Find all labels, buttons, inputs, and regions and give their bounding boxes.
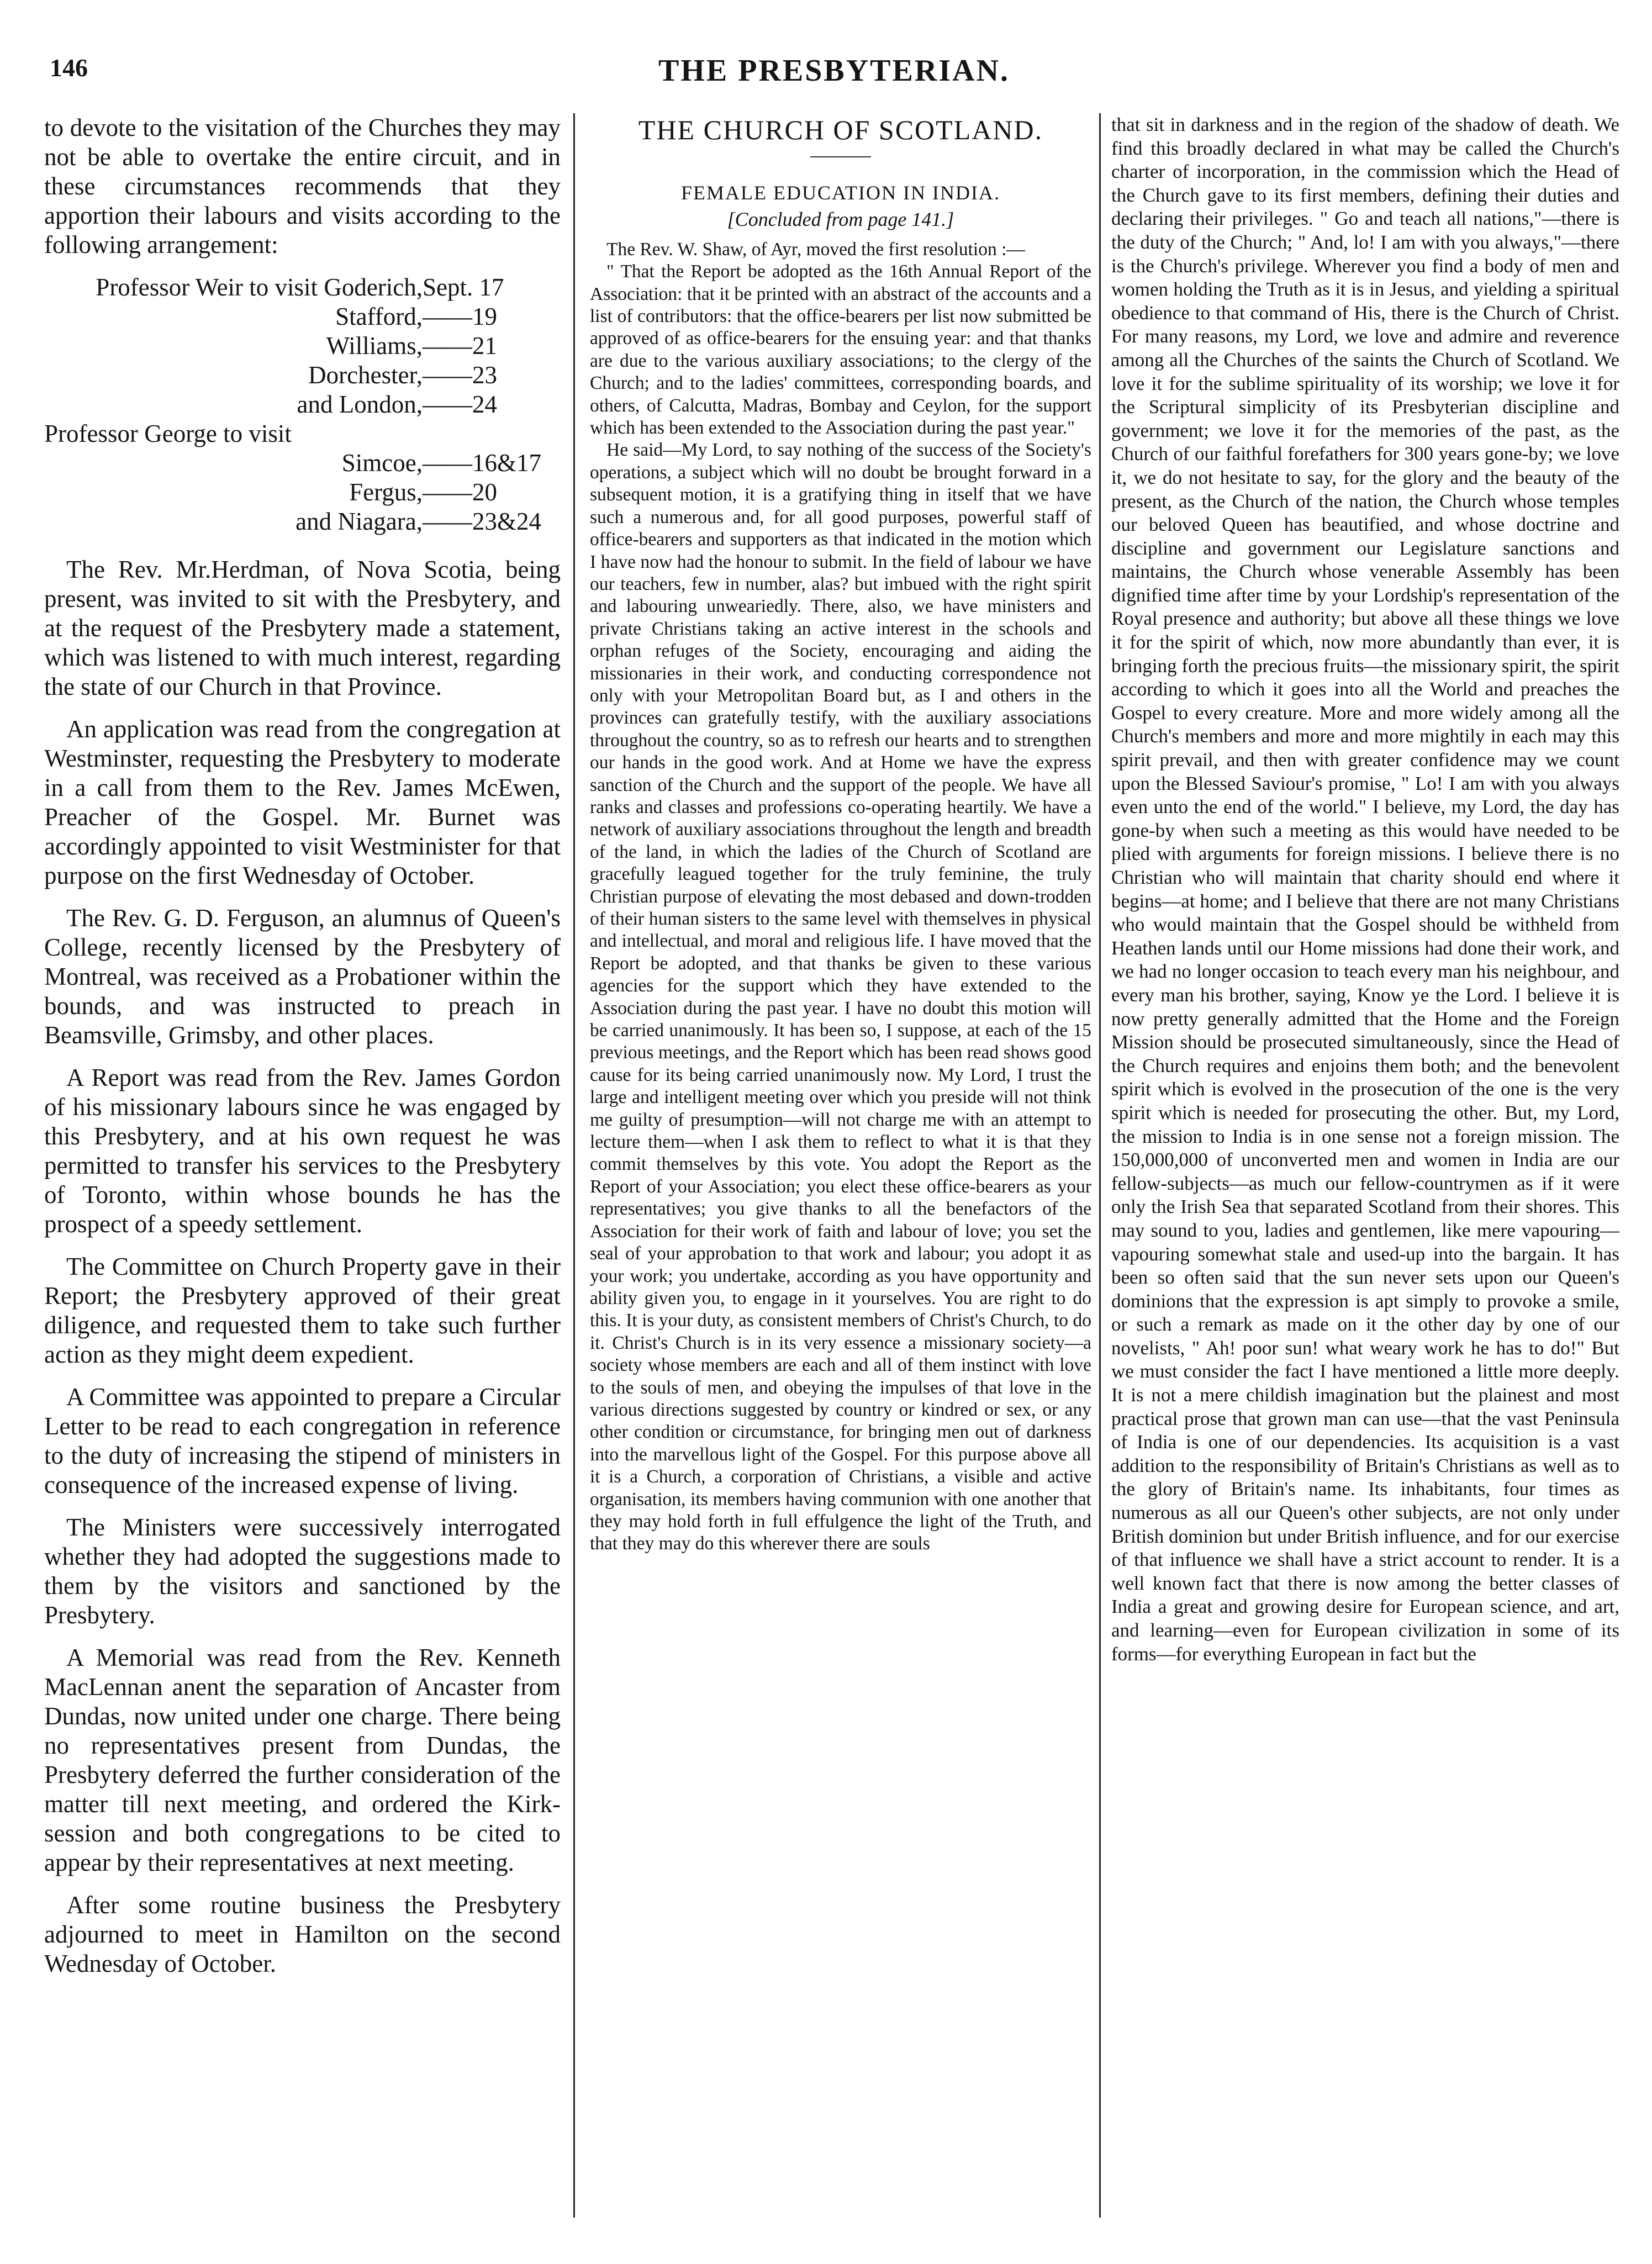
page-number: 146 xyxy=(50,54,88,82)
visit-place: Professor George to visit xyxy=(44,420,292,447)
visit-place: Stafford, xyxy=(335,303,423,330)
visit-date: ——23&24 xyxy=(423,508,542,535)
visit-row xyxy=(44,302,561,331)
left-column xyxy=(44,113,561,2236)
visit-place: Fergus, xyxy=(349,478,423,506)
article-paragraph: that sit in darkness and in the region of the shadow of death. We find this broadly declared in what may be called the Church's charter of incorporation, in the commission which the Head of the Church gave to its first members, defining their duties and declaring their privileges. " Go and teach all nations,"—there is the duty of the Church; " And, lo! I am with you always,"—there is the Church's privilege. Wherever you find a body of men and women holding the Truth as it is in Jesus, and yielding a spiritual obedience to that command of His, there is the Church of Christ. For many reasons, my Lord, we love and admire and reverence among all the Churches of the saints the Church of Scotland. We love it for the sublime spirituality of its worship; we love it for the Scriptural simplicity of its Presbyterian discipline and government; we love it for the memories of the past, as the Church of our faithful forefathers for 300 years gone-by; we love it, we do not hesitate to say, for the glory and the beauty of the present, as the Church of the nation, the Church whose temples our beloved Queen has beautified, and whose doctrine and discipline and government our Legislature sanctions and maintains, the Church whose venerable Assembly has been dignified time after time by your Lordship's representation of the Royal presence and authority; but above all these things we love it for the spirit of which, now more abundantly than ever, it is bringing forth the precious fruits—the missionary spirit, the spirit according to which it goes into all the World and preaches the Gospel to every creature. More and more widely among all the Church's members and more and more mightily in each may this spirit prevail, and then with greater confidence may we count upon the Blessed Saviour's promise, " Lo! I am with you always even unto the end of the world." I believe, my Lord, the day has gone-by when such a meeting as this would have needed to be plied with arguments for foreign missions. I believe there is no Christian who will maintain that charity should end where it begins—at home; and I believe that there are not many Christians who would maintain that the Gospel should be withheld from Heathen lands until our Home missions had done their work, and we had no longer occasion to teach every man his neighbour, and every man his brother, saying, Know ye the Lord. I believe it is now pretty generally admitted that the Home and the Foreign Mission should be prosecuted simultaneously, since the Head of the Church requires and enjoins them both; and the benevolent spirit which is evolved in the prosecution of the one is the very spirit which is needed for prosecuting the other. But, my Lord, the mission to India is in one sense not a foreign mission. The 150,000,000 of unconverted men and women in India are our fellow-subjects—as much our fellow-countrymen as if it were only the Irish Sea that separated Scotland from their shores. This may sound to you, ladies and gentlemen, like mere vapouring—vapouring somewhat stale and used-up into the bargain. It has been so often said that the sun never sets upon our Queen's dominions that the expression is apt simply to provoke a smile, or such a remark as made on it the other day by one of our novelists, " Ah! poor sun! what weary work he has to do!" But we must consider the fact I have mentioned a little more deeply. It is not a mere childish imagination but the plainest and most practical prose that grown man can use—that the vast Peninsula of India is one of our dependencies. Its acquisition is a vast addition to the responsibility of Britain's Christians as well as to the glory of Britain's name. Its inhabitants, four times as numerous as all our Queen's other subjects, are not only under British dominion but under British influence, and for our exercise of that influence we shall have a strict account to render. It is a well known fact that there is now among the better classes of India a great and growing desire for European science, and art, and learning—even for European civilization in some of its forms—for everything European in fact but the xyxy=(1111,114,1619,1665)
section-title-rule xyxy=(810,156,871,157)
column-divider xyxy=(1099,113,1101,2218)
right-column xyxy=(1111,113,1619,2236)
left-column-paragraphs xyxy=(44,555,561,1978)
visit-place: and London, xyxy=(297,390,423,418)
visit-date: ——21 xyxy=(423,332,497,360)
article-paragraph: The Rev. W. Shaw, of Ayr, moved the first resolution :— xyxy=(606,239,1025,260)
visit-row xyxy=(44,419,561,448)
article-paragraph: " That the Report be adopted as the 16th Annual Report of the Association: that it be printed with an abstract of the accounts and a list of contributors: that the office-bearers per list now submitted be approved of as office-bearers for the ensuing year: and that thanks are due to the various auxiliary associations; to the clergy of the Church; and to the ladies' committees, corresponding boards, and others, of Calcutta, Madras, Bombay and Ceylon, for the support which has been extended to the Association during the past year." xyxy=(590,261,1091,439)
right-column-paragraphs xyxy=(1111,113,1619,1666)
visit-date: ——23 xyxy=(423,361,497,389)
presbytery-paragraph: The Rev. Mr.Herdman, of Nova Scotia, being present, was invited to sit with the Presbytery, and at the request of the Presbytery made a statement, which was listened to with much interest, regarding the state of our Church in that Province. xyxy=(44,556,561,700)
visit-row xyxy=(44,448,561,478)
presbytery-paragraph: The Committee on Church Property gave in their Report; the Presbytery approved of their great diligence, and requested them to take such further action as they might deem expedient. xyxy=(44,1253,561,1368)
visit-row xyxy=(44,478,561,507)
visit-date: ——19 xyxy=(423,303,497,330)
section-title: THE CHURCH OF SCOTLAND. xyxy=(638,114,1043,145)
visit-place: Williams, xyxy=(326,332,423,360)
page-header xyxy=(44,53,1624,97)
visit-row xyxy=(44,361,561,390)
visit-date: ——16&17 xyxy=(423,449,542,477)
presbytery-paragraph: An application was read from the congregation at Westminster, requesting the Presbytery to moderate in a call from them to the Rev. James McEwen, Preacher of the Gospel. Mr. Burnet was accordingly appointed to visit Westminister for that purpose on the first Wednesday of October. xyxy=(44,715,561,889)
article-paragraph: He said—My Lord, to say nothing of the success of the Society's operations, a subject which will no doubt be brought forward in a subsequent motion, it is a gratifying thing in itself that we have such a numerous and, for all good purposes, powerful staff of office-bearers and supporters as that indicated in the motion which I have now had the honour to submit. In the field of labour we have our teachers, few in number, alas? but imbued with the right spirit and labouring unweariedly. There, also, we have ministers and private Christians taking an active interest in the schools and orphan refuges of the Society, encouraging and aiding the missionaries in their work, and conducting correspondence not only with your Metropolitan Board but, as I and others in the provinces can gratefully testify, with the auxiliary associations throughout the country, so as to refresh our hearts and to strengthen our hands in the good work. And at Home we have the express sanction of the Church and the support of the people. We have all ranks and classes and professions co-operating heartily. We have a network of auxiliary associations throughout the length and breadth of the land, in which the ladies of the Church of Scotland are gracefully leagued together for the truly feminine, the truly Christian purpose of elevating the most debased and down-trodden of their human sisters to the same level with themselves in physical and intellectual, and moral and religious life. I have moved that the Report be adopted, and that thanks be given to these various agencies for the support which they have extended to the Association during the past year. I have no doubt this motion will be carried unanimously. It has been so, I suppose, at each of the 15 previous meetings, and the Report which has been read shows good cause for its being carried unanimously now. My Lord, I trust the large and intelligent meeting over which you preside will not think me guilty of presumption—will not charge me with an attempt to lecture them—when I ask them to reflect to what it is that they commit themselves by this vote. You adopt the Report as the Report of your Association; you elect these office-bearers as your representatives; you give thanks to all the benefactors of the Association for their work of faith and labour of love; you set the seal of your approbation to that work and labour; you adopt it as your work; you undertake, according as you have opportunity and ability given you, to engage in it yourselves. You are right to do this. It is your duty, as consistent members of Christ's Church, to do it. Christ's Church is in its very essence a missionary society—a society whose members are each and all of them instinct with love to the souls of men, and obeying the impulses of that love in the various directions suggested by country or kindred or sex, or any other condition or circumstance, for bringing men out of darkness into the marvellous light of the Gospel. For this purpose above all it is a Church, a corporation of Christians, a visible and active organisation, its members having communion with one another that they may hold forth in full effulgence the light of the Truth, and that they may do this wherever there are souls xyxy=(590,440,1091,1554)
presbytery-paragraph: A Memorial was read from the Rev. Kenneth MacLennan anent the separation of Ancaster from Dundas, now united under one charge. There being no representatives present from Dundas, the Presbytery deferred the further consideration of the matter till next meeting, and ordered the Kirk-session and both congregations to be cited to appear by their representatives at next meeting. xyxy=(44,1644,561,1876)
middle-column xyxy=(590,113,1091,2236)
presbytery-paragraph: A Committee was appointed to prepare a Circular Letter to be read to each congregation in reference to the duty of increasing the stipend of ministers in consequence of the increased expense of living. xyxy=(44,1383,561,1498)
visit-row xyxy=(44,331,561,361)
column-divider xyxy=(573,113,575,2218)
visit-place: and Niagara, xyxy=(295,508,423,535)
presbytery-intro-paragraph: to devote to the visitation of the Churches they may not be able to overtake the entire circuit, and in these circumstances recommends that they apportion their labours and visits according to the following arrangement: xyxy=(44,114,561,258)
visit-place: Simcoe, xyxy=(341,449,423,477)
visit-row xyxy=(44,507,561,536)
visit-place: Professor Weir to visit Goderich, xyxy=(96,273,423,301)
visit-date: ——20 xyxy=(423,478,497,506)
middle-column-paragraphs xyxy=(590,239,1091,1555)
presbytery-paragraph: The Ministers were successively interrogated whether they had adopted the suggestions made to them by the visitors and sanctioned by the Presbytery. xyxy=(44,1513,561,1629)
visit-date: Sept. 17 xyxy=(423,273,504,301)
visit-date: ——24 xyxy=(423,390,497,418)
presbytery-paragraph: After some routine business the Presbytery adjourned to meet in Hamilton on the second Wednesday of October. xyxy=(44,1891,561,1977)
article-continuation-note: [Concluded from page 141.] xyxy=(727,208,954,231)
visitation-schedule xyxy=(44,273,561,536)
journal-title: THE PRESBYTERIAN. xyxy=(658,54,1010,88)
visit-row xyxy=(44,273,561,302)
visit-place: Dorchester, xyxy=(308,361,423,389)
presbytery-paragraph: A Report was read from the Rev. James Gordon of his missionary labours since he was engaged by this Presbytery, and at his own request he was permitted to transfer his services to the Presbytery of Toronto, within whose bounds he has the prospect of a speedy settlement. xyxy=(44,1064,561,1238)
visit-row xyxy=(44,390,561,419)
article-title: FEMALE EDUCATION IN INDIA. xyxy=(681,182,1000,204)
presbytery-paragraph: The Rev. G. D. Ferguson, an alumnus of Queen's College, recently licensed by the Presbytery of Montreal, was received as a Probationer within the bounds, and was instructed to preach in Beamsville, Grimsby, and other places. xyxy=(44,904,561,1049)
